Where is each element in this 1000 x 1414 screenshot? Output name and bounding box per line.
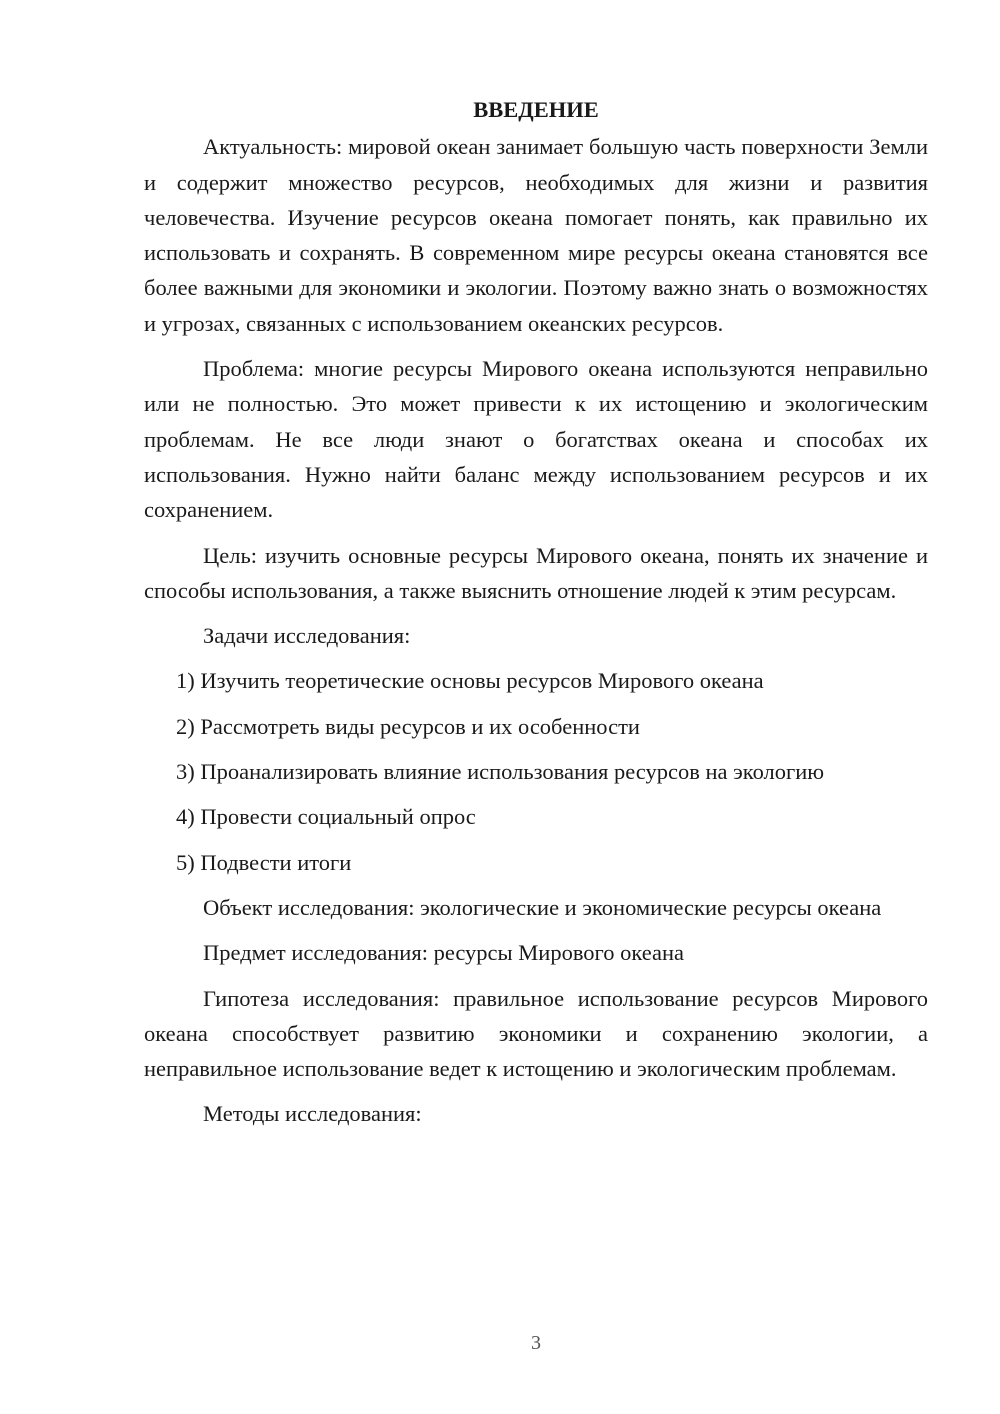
task-item: 5) Подвести итоги <box>176 849 352 875</box>
page-content <box>144 92 928 1142</box>
tasks-label: Задачи исследования: <box>203 623 411 649</box>
relevance-paragraph: Актуальность: мировой океан занимает большую часть поверхности Земли и содержит множество ресурсов, необходимых для жизни и развития человечества. Изучение ресурсов океана помогает понять, как правильно их использовать и сохранять. В современном мире ресурсы океана становятся все более важными для экономики и экологии. Поэтому важно знать о возможностях и угрозах, связанных с использованием океанских ресурсов. <box>144 134 928 336</box>
section-heading: ВВЕДЕНИЕ <box>473 97 599 122</box>
task-item: 4) Провести социальный опрос <box>176 804 476 830</box>
methods-label: Методы исследования: <box>203 1101 422 1127</box>
goal-paragraph: Цель: изучить основные ресурсы Мирового океана, понять их значение и способы использования, а также выяснить отношение людей к этим ресурсам. <box>144 542 928 603</box>
page-number: 3 <box>531 1332 541 1354</box>
problem-paragraph: Проблема: многие ресурсы Мирового океана используются неправильно или не полностью. Это может привести к их истощению и экологическим проблемам. Не все люди знают о богатствах океана и способах их использования. Нужно найти баланс между использованием ресурсов и их сохранением. <box>144 356 928 523</box>
task-item: 1) Изучить теоретические основы ресурсов Мирового океана <box>176 668 764 694</box>
object-paragraph: Объект исследования: экологические и экономические ресурсы океана <box>203 894 882 920</box>
task-item: 2) Рассмотреть виды ресурсов и их особенности <box>176 713 640 739</box>
hypothesis-paragraph: Гипотеза исследования: правильное использование ресурсов Мирового океана способствует развитию экономики и сохранению экологии, а неправильное использование ведет к истощению и экологическим проблемам. <box>144 985 928 1082</box>
tasks-list <box>144 663 928 879</box>
task-item: 3) Проанализировать влияние использования ресурсов на экологию <box>176 759 825 785</box>
subject-paragraph: Предмет исследования: ресурсы Мирового океана <box>203 940 684 966</box>
